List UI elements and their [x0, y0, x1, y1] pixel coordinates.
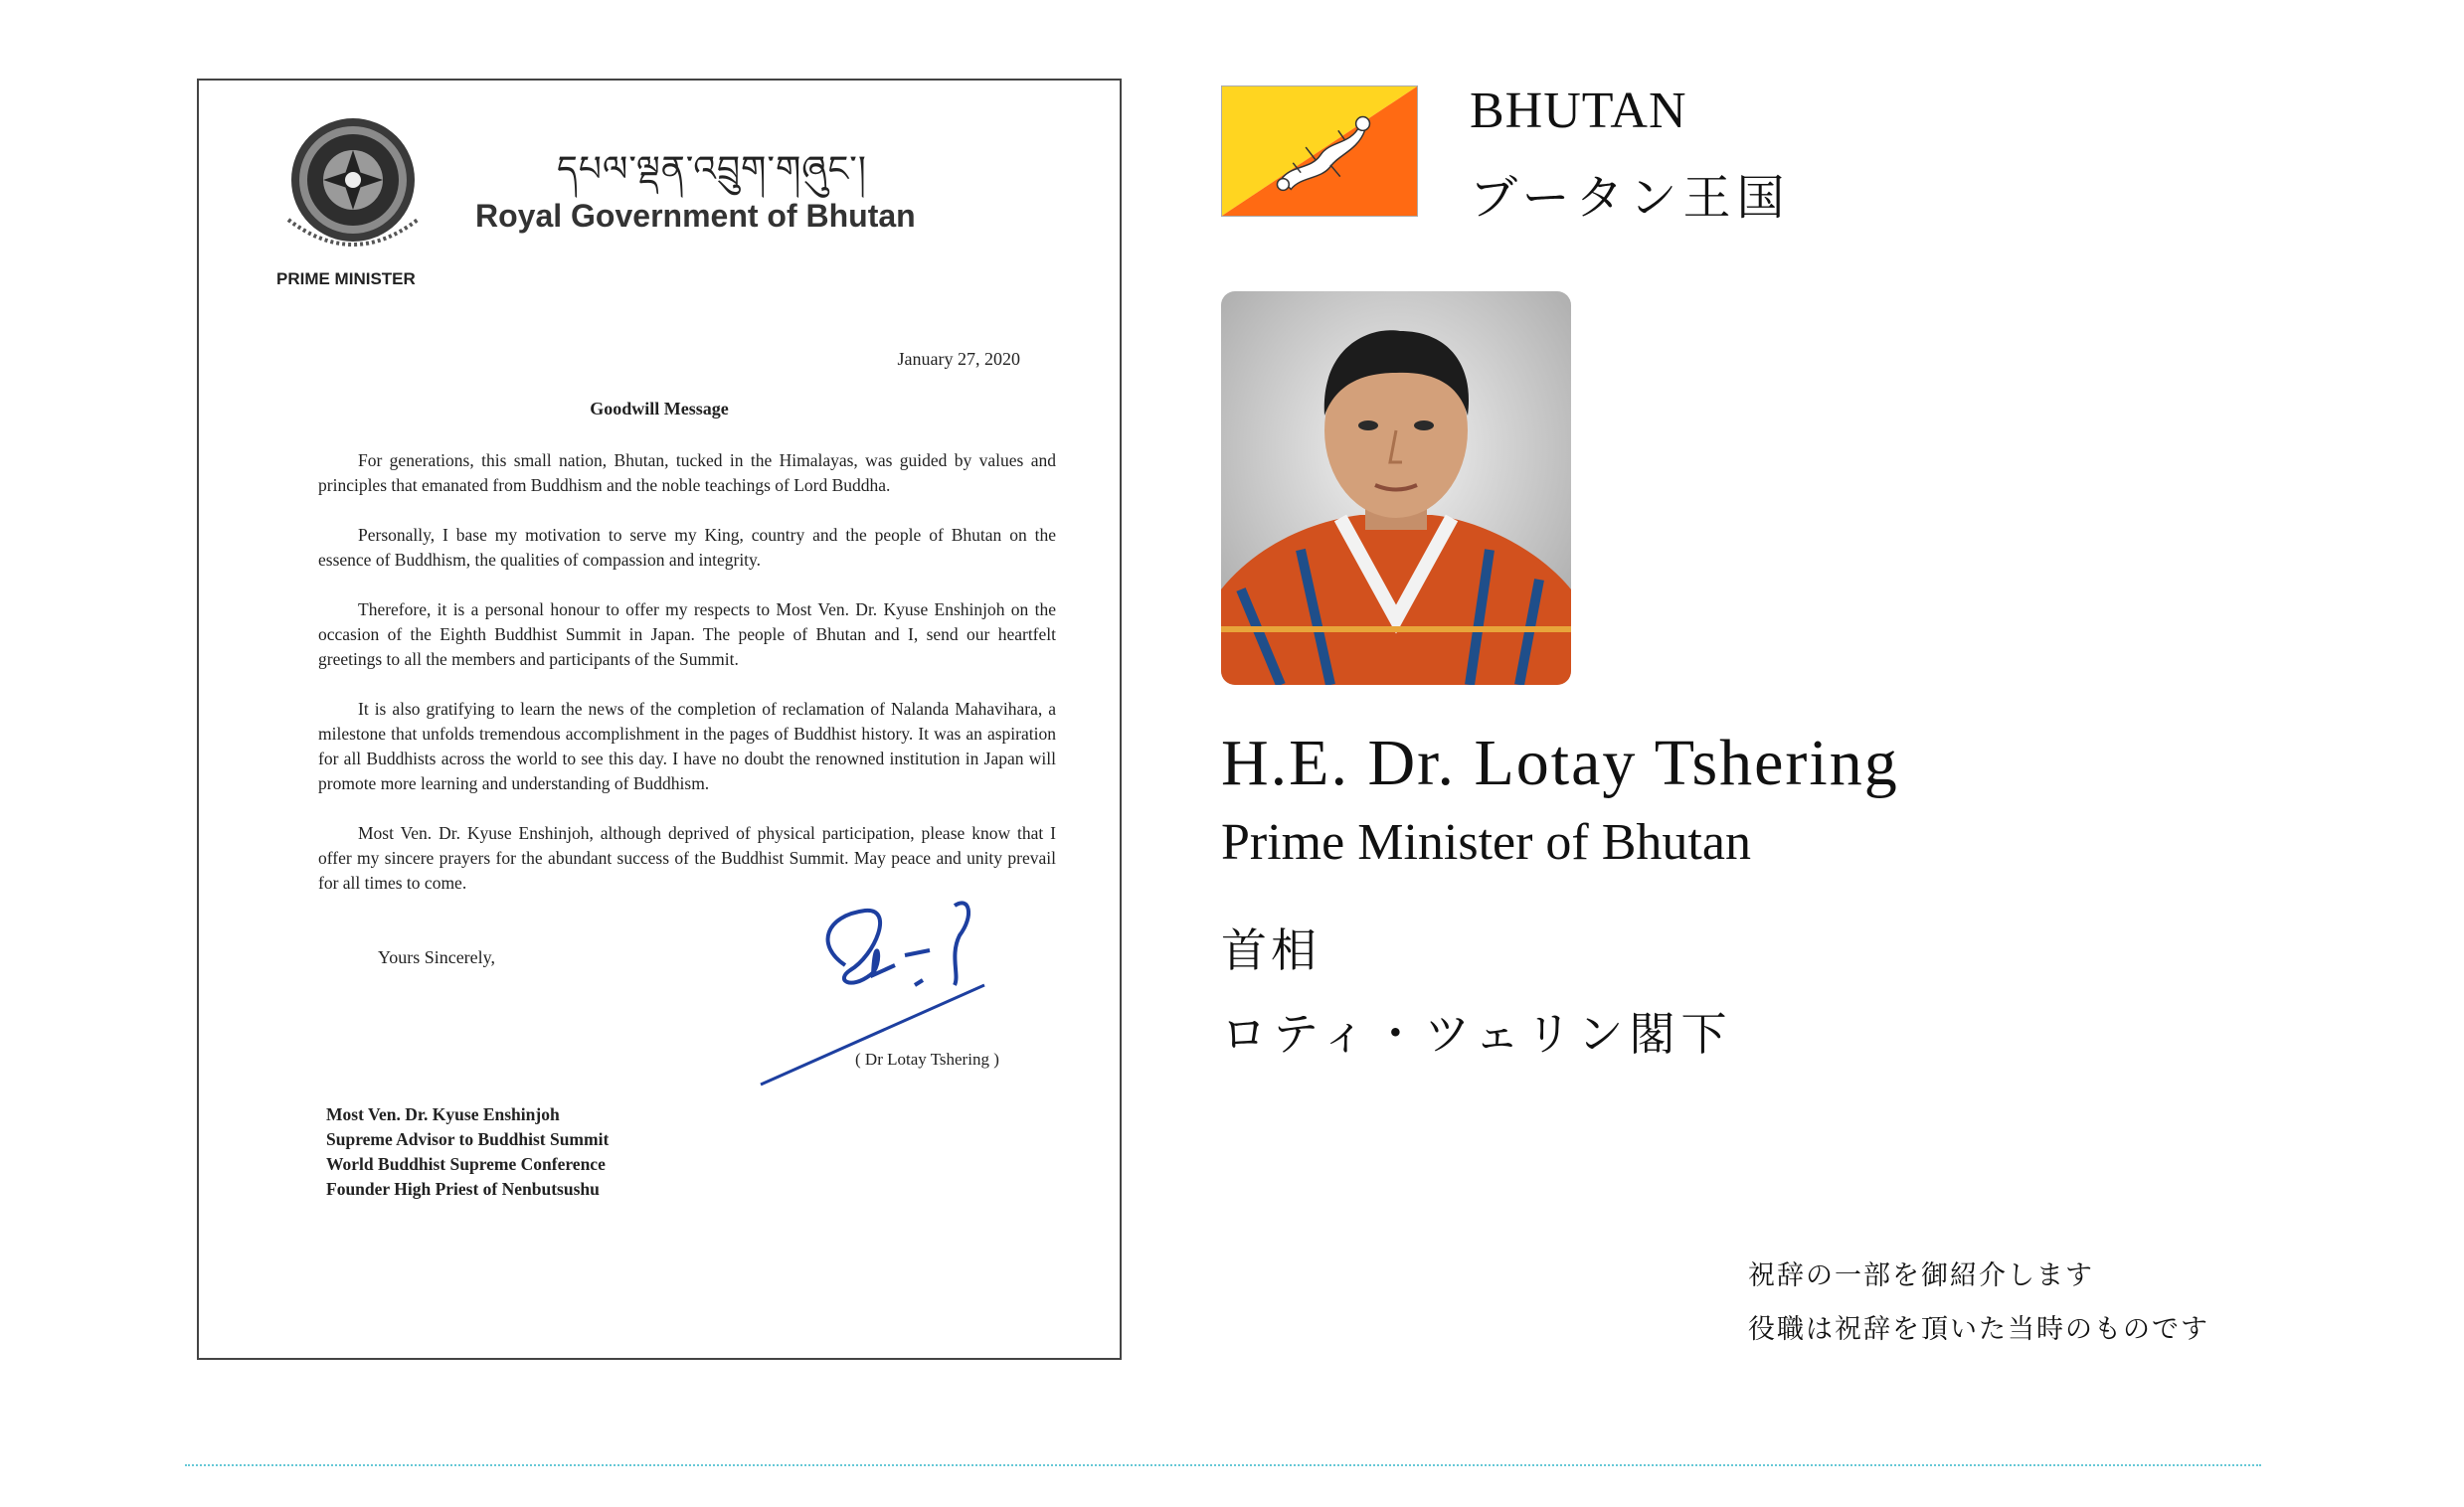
dignitary-name-en: H.E. Dr. Lotay Tshering	[1221, 727, 1899, 799]
dignitary-name-ja: ロティ・ツェリン閣下	[1221, 1007, 1733, 1061]
country-name-ja: ブータン王国	[1470, 170, 1791, 226]
letter-paragraph: It is also gratifying to learn the news of the completion of reclamation of Nalanda Mahavihara, a milestone that unfolds tremendous accomplishment in the pages of Buddhist history. It was an aspiration for all Buddhists across the world to see this day. I have no doubt the renowned institution in Japan will promote more learning and understanding of Buddhism.	[318, 699, 1056, 793]
footnote-line: 役職は祝辞を頂いた当時のものです	[1748, 1314, 2209, 1345]
recipient-line: World Buddhist Supreme Conference	[326, 1154, 606, 1174]
letter-paragraph: Therefore, it is a personal honour to offer my respects to Most Ven. Dr. Kyuse Enshinjoh on the occasion of the Eighth Buddhist Summit in Japan. The people of Bhutan and I, send our heartfelt greetings to all the members and participants of the Summit.	[318, 599, 1056, 669]
dignitary-title-en: Prime Minister of Bhutan	[1221, 814, 1751, 871]
dzongkha-letterhead: དཔལ་ལྡན་འབྲུག་གཞུང་།	[557, 149, 867, 190]
recipient-line: Most Ven. Dr. Kyuse Enshinjoh	[326, 1104, 560, 1124]
letter-paragraph: For generations, this small nation, Bhutan, tucked in the Himalayas, was guided by values and principles that emanated from Buddhism and the noble teachings of Lord Buddha.	[318, 450, 1056, 495]
recipient-block	[326, 1102, 609, 1202]
letter-paragraph: Personally, I base my motivation to serve my King, country and the people of Bhutan on the essence of Buddhism, the qualities of compassion and integrity.	[318, 525, 1056, 570]
footnote-line: 祝辞の一部を御紹介します	[1748, 1260, 2094, 1291]
bhutan-flag-icon	[1221, 85, 1418, 217]
recipient-line: Supreme Advisor to Buddhist Summit	[326, 1129, 610, 1149]
prime-minister-label: PRIME MINISTER	[276, 269, 416, 288]
country-name-en: BHUTAN	[1470, 83, 1687, 139]
footnote	[1748, 1250, 2209, 1357]
goodwill-letter	[197, 79, 1122, 1360]
letterhead-title: Royal Government of Bhutan	[475, 198, 916, 234]
signatory-name: ( Dr Lotay Tshering )	[855, 1050, 999, 1069]
letter-date: January 27, 2020	[897, 349, 1020, 369]
portrait-photo	[1221, 291, 1571, 685]
letter-heading: Goodwill Message	[590, 399, 729, 419]
recipient-line: Founder High Priest of Nenbutsushu	[326, 1179, 600, 1199]
bhutan-emblem-icon	[268, 110, 438, 279]
letter-body	[318, 448, 1056, 921]
dignitary-title-ja: 首相	[1221, 923, 1320, 977]
section-divider	[185, 1464, 2261, 1466]
letter-closing: Yours Sincerely,	[378, 947, 496, 967]
letter-paragraph: Most Ven. Dr. Kyuse Enshinjoh, although deprived of physical participation, please know that I offer my sincere prayers for the abundant success of the Buddhist Summit. May peace and unity prevail for all times to come.	[318, 823, 1056, 893]
